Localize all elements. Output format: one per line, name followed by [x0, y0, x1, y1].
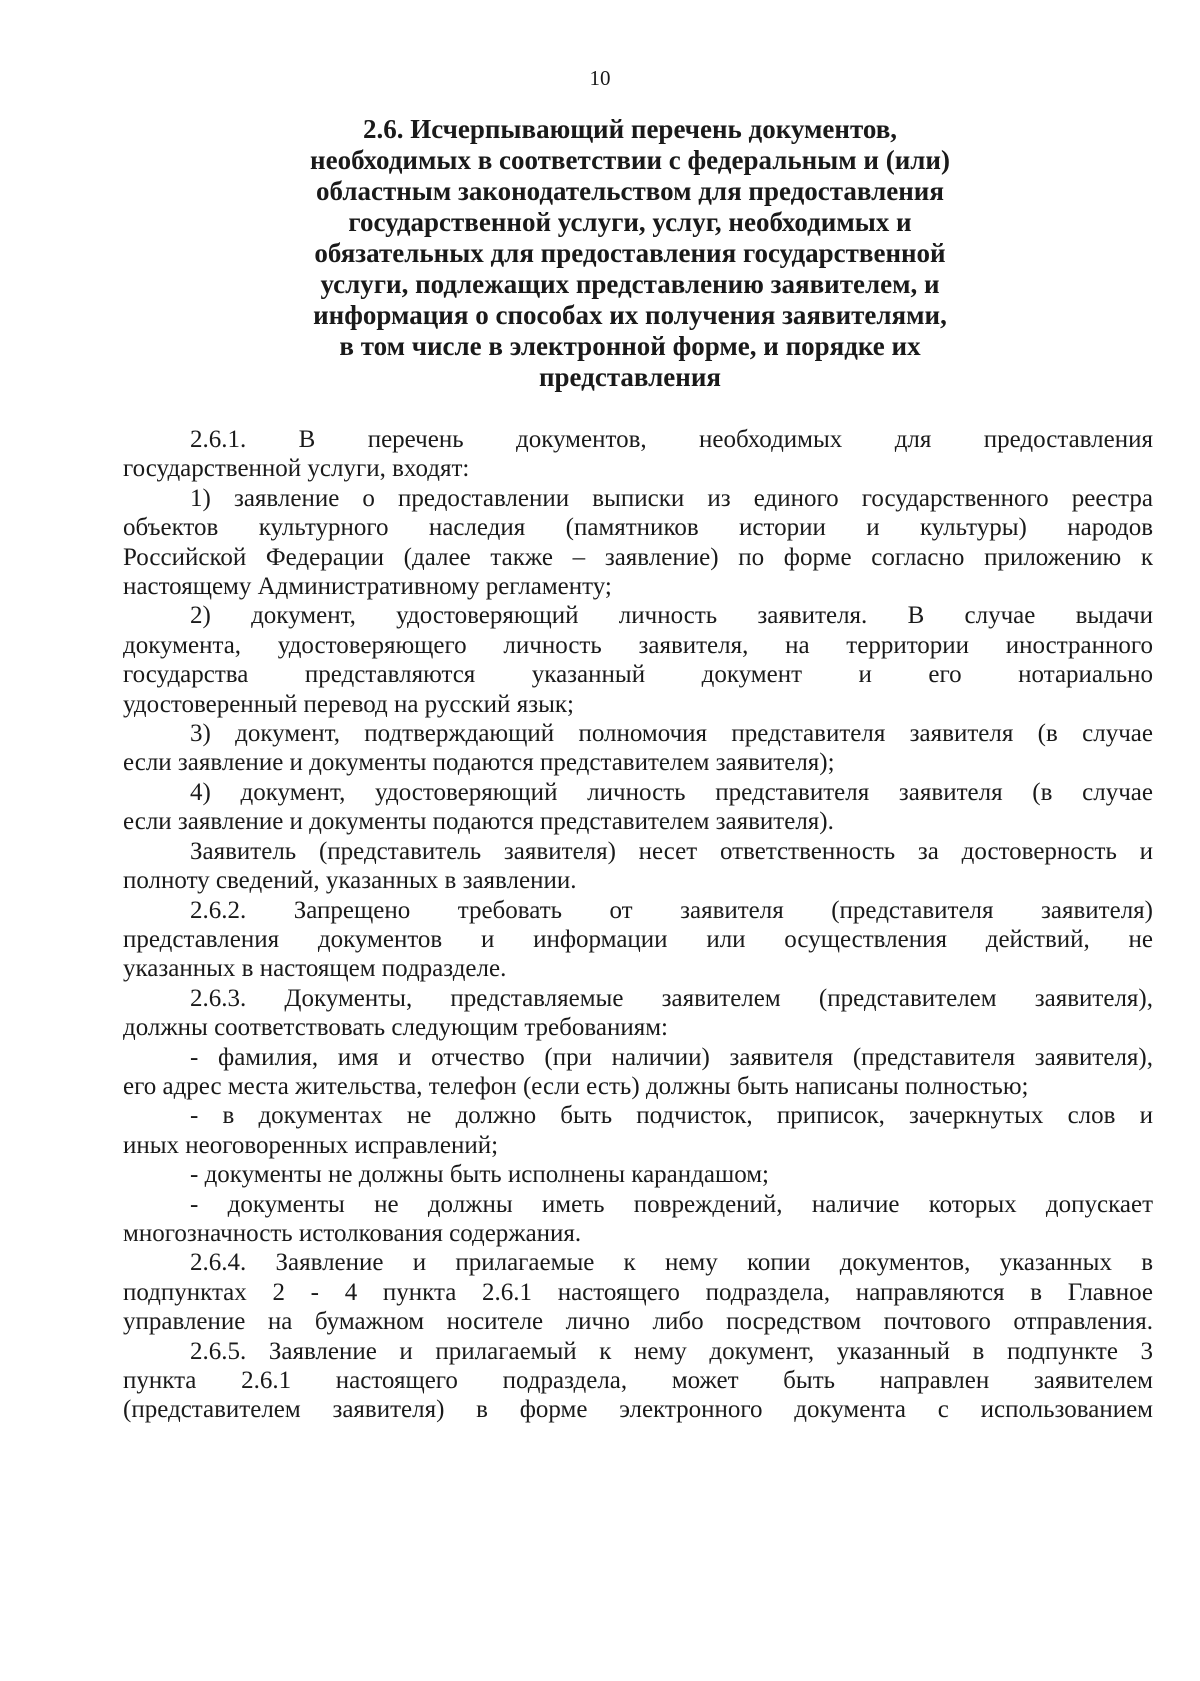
text-line: 2.6.5. Заявление и прилагаемый к нему документ, указанный в подпункте 3 — [190, 1337, 1153, 1365]
text-line: 3) документ, подтверждающий полномочия представителя заявителя (в случае — [190, 720, 1153, 748]
paragraph-2-6-3 — [123, 984, 1153, 1043]
heading-line: услуги, подлежащих представлению заявителем, и — [320, 269, 940, 299]
list-item-3 — [123, 719, 1153, 778]
text-line: представления документов и информации или осуществления действий, не — [123, 925, 1153, 953]
requirement-item — [123, 1160, 1153, 1189]
list-item-4 — [123, 778, 1153, 837]
text-line: - в документах не должно быть подчисток, приписок, зачеркнутых слов и — [190, 1102, 1153, 1130]
text-line: 2.6.2. Запрещено требовать от заявителя (представителя заявителя) — [190, 896, 1153, 924]
text-line: если заявление и документы подаются представителем заявителя); — [123, 749, 835, 777]
text-line: Российской Федерации (далее также – заявление) по форме согласно приложению к — [123, 543, 1153, 571]
text-line: 2.6.3. Документы, представляемые заявителем (представителем заявителя), — [190, 984, 1153, 1012]
text-line: - документы не должны иметь повреждений, наличие которых допускает — [190, 1190, 1153, 1218]
document-body — [123, 425, 1153, 1425]
text-line: пункта 2.6.1 настоящего подраздела, может быть направлен заявителем — [123, 1367, 1153, 1394]
text-line: подпунктах 2 - 4 пункта 2.6.1 настоящего подраздела, направляются в Главное — [123, 1278, 1153, 1306]
text-line: полноту сведений, указанных в заявлении. — [123, 867, 577, 895]
text-line: объектов культурного наследия (памятников истории и культуры) народов — [123, 514, 1153, 542]
section-heading — [200, 114, 1060, 393]
heading-line: информация о способах их получения заявителями, — [313, 300, 947, 330]
text-line: государства представляются указанный документ и его нотариально — [123, 661, 1153, 689]
text-line: его адрес места жительства, телефон (если есть) должны быть написаны полностью; — [123, 1072, 1029, 1100]
paragraph-2-6-2 — [123, 896, 1153, 984]
text-line: 2) документ, удостоверяющий личность заявителя. В случае выдачи — [190, 602, 1153, 630]
text-line: если заявление и документы подаются представителем заявителя). — [123, 808, 834, 836]
paragraph-responsibility — [123, 837, 1153, 896]
list-item-2 — [123, 601, 1153, 719]
text-line: указанных в настоящем подразделе. — [123, 955, 507, 983]
paragraph-2-6-1 — [123, 425, 1153, 484]
page-number: 10 — [589, 66, 611, 90]
requirement-item — [123, 1043, 1153, 1102]
heading-line: необходимых в соответствии с федеральным и (или) — [310, 145, 950, 175]
paragraph-2-6-4 — [123, 1248, 1153, 1336]
text-line: - документы не должны быть исполнены карандашом; — [190, 1161, 770, 1189]
text-line: документа, удостоверяющего личность заявителя, на территории иностранного — [123, 631, 1153, 659]
text-line: настоящему Административному регламенту; — [123, 573, 612, 601]
heading-line: обязательных для предоставления государственной — [314, 238, 946, 268]
text-line: многозначность истолкования содержания. — [123, 1219, 582, 1247]
text-line: 2.6.1. В перечень документов, необходимых для предоставления — [190, 426, 1153, 453]
text-line: 2.6.4. Заявление и прилагаемые к нему копии документов, указанных в — [190, 1249, 1153, 1277]
text-line: (представителем заявителя) в форме электронного документа с использованием — [123, 1396, 1153, 1424]
heading-line: в том числе в электронной форме, и порядке их — [339, 331, 921, 361]
text-line: удостоверенный перевод на русский язык; — [123, 690, 574, 718]
text-line: управление на бумажном носителе лично либо посредством почтового отправления. — [123, 1308, 1153, 1336]
list-item-1 — [123, 484, 1153, 602]
text-line: Заявитель (представитель заявителя) несет ответственность за достоверность и — [190, 837, 1153, 865]
heading-line: 2.6. Исчерпывающий перечень документов, — [362, 114, 898, 144]
requirement-item — [123, 1190, 1153, 1249]
text-line: 4) документ, удостоверяющий личность представителя заявителя (в случае — [190, 778, 1153, 806]
heading-line: государственной услуги, услуг, необходимых и — [348, 207, 912, 237]
text-line: иных неоговоренных исправлений; — [123, 1131, 499, 1159]
text-line: должны соответствовать следующим требованиям: — [123, 1014, 668, 1042]
heading-line: представления — [538, 362, 721, 392]
text-line: государственной услуги, входят: — [123, 455, 470, 483]
text-line: 1) заявление о предоставлении выписки из единого государственного реестра — [190, 484, 1153, 512]
paragraph-2-6-5 — [123, 1337, 1153, 1425]
text-line: - фамилия, имя и отчество (при наличии) заявителя (представителя заявителя), — [190, 1043, 1153, 1071]
heading-line: областным законодательством для предоставления — [316, 176, 944, 206]
requirement-item — [123, 1101, 1153, 1160]
